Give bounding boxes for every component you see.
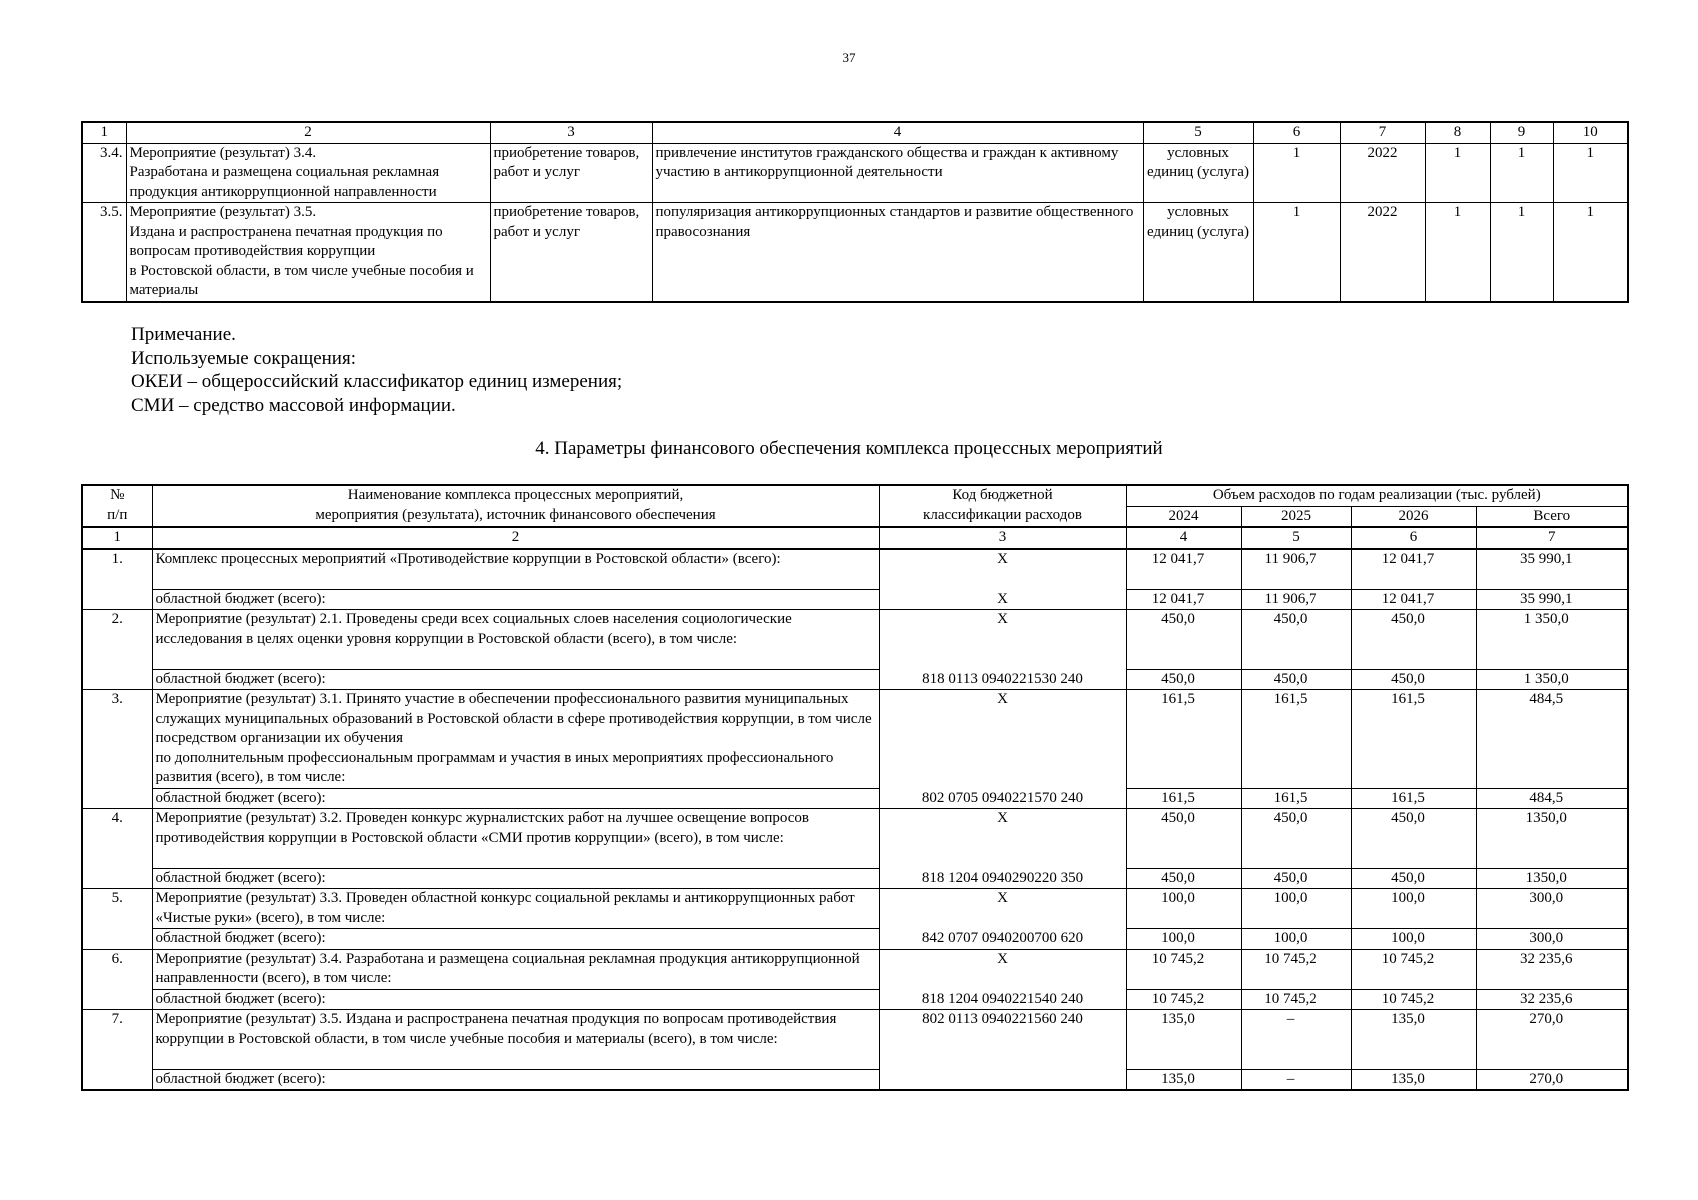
header-year: 2026 (1351, 506, 1476, 527)
item-sub-value: 10 745,2 (1241, 989, 1351, 1010)
item-sub-code: X (879, 589, 1126, 610)
header-cell: 6 (1253, 122, 1340, 143)
header-cell: 10 (1553, 122, 1628, 143)
table-row (82, 809, 1628, 869)
item-sub-name: областной бюджет (всего): (152, 989, 879, 1010)
item-code: 802 0113 0940221560 240 (879, 1010, 1126, 1091)
column-numbers-row (82, 527, 1628, 549)
item-sub-value: 161,5 (1351, 788, 1476, 809)
item-value: 100,0 (1351, 889, 1476, 929)
item-code: X (879, 889, 1126, 929)
header-cell: 4 (652, 122, 1143, 143)
item-sub-value: 450,0 (1351, 669, 1476, 690)
header-cell: 2 (126, 122, 490, 143)
table-row (82, 1010, 1628, 1070)
row-name: Мероприятие (результат) 3.4. Разработана и размещена социальная рекламная продукция антикоррупционной направленности (126, 143, 490, 203)
item-sub-value: 1350,0 (1476, 868, 1628, 889)
item-sub-code: 842 0707 0940200700 620 (879, 929, 1126, 950)
header-code: Код бюджетной классификации расходов (879, 485, 1126, 527)
item-sub-value: 1 350,0 (1476, 669, 1628, 690)
header-cell: 8 (1425, 122, 1490, 143)
item-sub-value: 450,0 (1126, 868, 1241, 889)
row-value: 1 (1490, 143, 1553, 203)
item-value: 161,5 (1126, 690, 1241, 789)
item-sub-code: 818 1204 0940221540 240 (879, 989, 1126, 1010)
item-value: 300,0 (1476, 889, 1628, 929)
section-title: 4. Параметры финансового обеспечения комплекса процессных мероприятий (535, 438, 1163, 459)
item-sub-value: 484,5 (1476, 788, 1628, 809)
table-header-row (82, 122, 1628, 143)
item-name: Комплекс процессных мероприятий «Противодействие коррупции в Ростовской области» (всего): (152, 549, 879, 590)
item-value: 450,0 (1126, 809, 1241, 869)
item-sub-value: 270,0 (1476, 1069, 1628, 1090)
item-name: Мероприятие (результат) 3.2. Проведен конкурс журналистских работ на лучшее освещение вопросов противодействия коррупции в Ростовской области «СМИ против коррупции» (всего), в том числе: (152, 809, 879, 869)
indicators-table (81, 121, 1629, 303)
item-sub-code: 818 1204 0940290220 350 (879, 868, 1126, 889)
column-number: 1 (82, 527, 152, 549)
item-value: 10 745,2 (1126, 949, 1241, 989)
item-number: 3. (82, 690, 152, 809)
item-number: 1. (82, 549, 152, 610)
item-value: 450,0 (1241, 809, 1351, 869)
header-cell: 3 (490, 122, 652, 143)
table-row (82, 669, 1628, 690)
item-value: 10 745,2 (1241, 949, 1351, 989)
item-sub-value: 10 745,2 (1351, 989, 1476, 1010)
header-num: № п/п (82, 485, 152, 527)
table-row (82, 1069, 1628, 1090)
item-name: Мероприятие (результат) 3.1. Принято участие в обеспечении профессионального развития муниципальных служащих муниципальных образований в Ростовской области в сфере противодействия коррупции, в том числе посредством организации их обучения по дополнительным профессиональным программам и участия в иных мероприятиях профессионального развития (всего), в том числе: (152, 690, 879, 789)
item-name: Мероприятие (результат) 2.1. Проведены среди всех социальных слоев населения социологические исследования в целях оценки уровня коррупции в Ростовской области (всего), в том числе: (152, 610, 879, 670)
header-cell: 9 (1490, 122, 1553, 143)
column-number: 7 (1476, 527, 1628, 549)
item-value: 10 745,2 (1351, 949, 1476, 989)
item-sub-value: 35 990,1 (1476, 589, 1628, 610)
note-block (131, 323, 622, 417)
item-sub-value: 10 745,2 (1126, 989, 1241, 1010)
item-sub-value: 11 906,7 (1241, 589, 1351, 610)
item-name: Мероприятие (результат) 3.5. Издана и распространена печатная продукция по вопросам противодействия коррупции в Ростовской области, в том числе учебные пособия и материалы (всего), в том числе: (152, 1010, 879, 1070)
item-number: 7. (82, 1010, 152, 1091)
item-sub-value: 12 041,7 (1126, 589, 1241, 610)
item-sub-value: 100,0 (1126, 929, 1241, 950)
header-total: Всего (1476, 506, 1628, 527)
item-value: 12 041,7 (1351, 549, 1476, 590)
item-sub-value: 135,0 (1351, 1069, 1476, 1090)
item-value: 32 235,6 (1476, 949, 1628, 989)
row-number: 3.4. (82, 143, 126, 203)
item-number: 6. (82, 949, 152, 1010)
page-number: 37 (842, 50, 856, 65)
row-value: 1 (1425, 203, 1490, 302)
item-value: 35 990,1 (1476, 549, 1628, 590)
header-volume: Объем расходов по годам реализации (тыс. рублей) (1126, 485, 1628, 506)
table-row (82, 143, 1628, 203)
row-unit: условных единиц (услуга) (1143, 143, 1253, 203)
item-value: 450,0 (1241, 610, 1351, 670)
table-row (82, 549, 1628, 590)
item-code: X (879, 549, 1126, 590)
item-sub-name: областной бюджет (всего): (152, 1069, 879, 1090)
item-value: 270,0 (1476, 1010, 1628, 1070)
item-name: Мероприятие (результат) 3.4. Разработана и размещена социальная рекламная продукция антикоррупционной направленности (всего), в том числе: (152, 949, 879, 989)
header-year: 2025 (1241, 506, 1351, 527)
item-sub-name: областной бюджет (всего): (152, 589, 879, 610)
table-row (82, 868, 1628, 889)
item-sub-value: 300,0 (1476, 929, 1628, 950)
column-number: 2 (152, 527, 879, 549)
item-name: Мероприятие (результат) 3.3. Проведен областной конкурс социальной рекламы и антикоррупционных работ «Чистые руки» (всего), в том числе: (152, 889, 879, 929)
item-value: 161,5 (1351, 690, 1476, 789)
table-row (82, 889, 1628, 929)
row-description: популяризация антикоррупционных стандартов и развитие общественного правосознания (652, 203, 1143, 302)
header-year: 2024 (1126, 506, 1241, 527)
table-row (82, 989, 1628, 1010)
table-row (82, 788, 1628, 809)
table-row (82, 690, 1628, 789)
table-row (82, 203, 1628, 302)
item-sub-value: 12 041,7 (1351, 589, 1476, 610)
item-sub-value: 161,5 (1126, 788, 1241, 809)
item-code: X (879, 610, 1126, 670)
item-value: 12 041,7 (1126, 549, 1241, 590)
note-line: Используемые сокращения: (131, 347, 356, 369)
row-value: 2022 (1340, 203, 1425, 302)
row-value: 2022 (1340, 143, 1425, 203)
item-number: 5. (82, 889, 152, 950)
financing-table (81, 484, 1629, 1091)
note-line: ОКЕИ – общероссийский классификатор единиц измерения; (131, 371, 623, 392)
item-sub-value: 32 235,6 (1476, 989, 1628, 1010)
row-number: 3.5. (82, 203, 126, 302)
table-row (82, 589, 1628, 610)
item-sub-value: 135,0 (1126, 1069, 1241, 1090)
row-type: приобретение товаров, работ и услуг (490, 143, 652, 203)
row-value: 1 (1253, 143, 1340, 203)
item-code: X (879, 690, 1126, 789)
item-sub-value: 100,0 (1351, 929, 1476, 950)
header-cell: 1 (82, 122, 126, 143)
row-value: 1 (1253, 203, 1340, 302)
item-value: 1 350,0 (1476, 610, 1628, 670)
item-value: 1350,0 (1476, 809, 1628, 869)
column-number: 3 (879, 527, 1126, 549)
table-header-row (82, 485, 1628, 506)
note-line: СМИ – средство массовой информации. (131, 394, 456, 416)
row-type: приобретение товаров, работ и услуг (490, 203, 652, 302)
item-sub-value: – (1241, 1069, 1351, 1090)
row-value: 1 (1553, 143, 1628, 203)
table-row (82, 949, 1628, 989)
column-number: 5 (1241, 527, 1351, 549)
item-value: 161,5 (1241, 690, 1351, 789)
item-sub-code: 818 0113 0940221530 240 (879, 669, 1126, 690)
table-row (82, 929, 1628, 950)
column-number: 4 (1126, 527, 1241, 549)
item-sub-value: 161,5 (1241, 788, 1351, 809)
row-value: 1 (1425, 143, 1490, 203)
item-sub-name: областной бюджет (всего): (152, 788, 879, 809)
item-sub-value: 450,0 (1241, 868, 1351, 889)
header-cell: 5 (1143, 122, 1253, 143)
item-sub-value: 450,0 (1126, 669, 1241, 690)
item-value: 450,0 (1126, 610, 1241, 670)
table-row (82, 610, 1628, 670)
row-name: Мероприятие (результат) 3.5. Издана и распространена печатная продукция по вопросам противодействия коррупции в Ростовской области, в том числе учебные пособия и материалы (126, 203, 490, 302)
item-value: 100,0 (1126, 889, 1241, 929)
row-unit: условных единиц (услуга) (1143, 203, 1253, 302)
item-value: 135,0 (1126, 1010, 1241, 1070)
item-value: 450,0 (1351, 610, 1476, 670)
item-value: 484,5 (1476, 690, 1628, 789)
item-value: 11 906,7 (1241, 549, 1351, 590)
item-sub-name: областной бюджет (всего): (152, 669, 879, 690)
item-value: 100,0 (1241, 889, 1351, 929)
item-code: X (879, 809, 1126, 869)
item-sub-name: областной бюджет (всего): (152, 868, 879, 889)
note-line: Примечание. (131, 324, 236, 345)
item-sub-value: 100,0 (1241, 929, 1351, 950)
row-value: 1 (1490, 203, 1553, 302)
item-code: X (879, 949, 1126, 989)
row-value: 1 (1553, 203, 1628, 302)
header-name: Наименование комплекса процессных мероприятий, мероприятия (результата), источник финансового обеспечения (152, 485, 879, 527)
item-value: 450,0 (1351, 809, 1476, 869)
item-number: 4. (82, 809, 152, 889)
header-cell: 7 (1340, 122, 1425, 143)
item-sub-code: 802 0705 0940221570 240 (879, 788, 1126, 809)
item-value: 135,0 (1351, 1010, 1476, 1070)
item-sub-value: 450,0 (1241, 669, 1351, 690)
item-sub-name: областной бюджет (всего): (152, 929, 879, 950)
item-value: – (1241, 1010, 1351, 1070)
column-number: 6 (1351, 527, 1476, 549)
item-number: 2. (82, 610, 152, 690)
item-sub-value: 450,0 (1351, 868, 1476, 889)
row-description: привлечение институтов гражданского общества и граждан к активному участию в антикоррупционной деятельности (652, 143, 1143, 203)
